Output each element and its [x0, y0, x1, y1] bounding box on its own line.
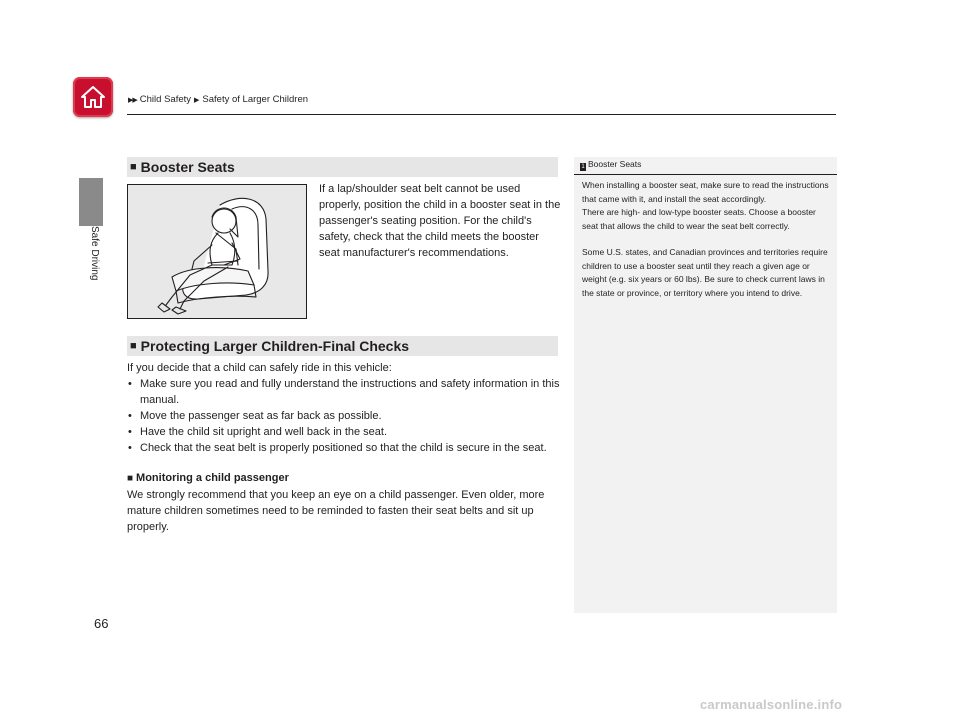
breadcrumb-separator-icon: ▶	[194, 96, 200, 104]
breadcrumb-item-current: Safety of Larger Children	[202, 94, 309, 105]
sidebar-note-body	[574, 175, 837, 300]
list-item: • Have the child sit upright and well back in the seat.	[127, 424, 562, 440]
final-checks-lead: If you decide that a child can safely ride in this vehicle:	[127, 362, 392, 374]
square-bullet-icon: ■	[130, 161, 137, 173]
list-item: • Make sure you read and fully understand the instructions and safety information in this manual.	[127, 376, 562, 408]
monitoring-text: We strongly recommend that you keep an eye on a child passenger. Even older, more mature children sometimes need to be reminded to fasten their seat belts and sit up properly.	[127, 489, 545, 533]
final-checks-list	[127, 376, 562, 456]
breadcrumb	[128, 94, 308, 105]
sidebar-note	[574, 157, 837, 613]
square-bullet-icon: ■	[127, 473, 134, 484]
page-number: 66	[94, 616, 109, 631]
chapter-tab[interactable]	[79, 178, 103, 226]
booster-seat-illustration	[127, 184, 307, 319]
monitoring-heading: ■ Monitoring a child passenger	[127, 472, 289, 484]
section-title: Protecting Larger Children-Final Checks	[140, 338, 410, 354]
breadcrumb-arrow-icon: ▶▶	[128, 96, 137, 104]
booster-seat-intro: If a lap/shoulder seat belt cannot be used properly, position the child in a booster seat in the passenger's seating position. For the child's safety, check that the child meets the booster seat manufacturer's recommendations.	[319, 183, 561, 259]
note-marker-icon: 1	[581, 164, 585, 170]
section-title: Booster Seats	[140, 159, 235, 175]
final-checks-body	[127, 360, 562, 535]
sidebar-note-heading: 1 Booster Seats	[574, 157, 837, 175]
square-bullet-icon: ■	[130, 340, 137, 352]
sidebar-paragraph: Some U.S. states, and Canadian provinces and territories require children to use a booster seat until they reach a given age or weight (e.g. six years or 60 lbs). Be sure to check current laws in the state or province, or territory where you intend to drive.	[582, 247, 828, 298]
section-heading-booster-seats	[127, 157, 558, 177]
watermark: carmanualsonline.info	[700, 697, 843, 712]
list-item: • Move the passenger seat as far back as possible.	[127, 408, 562, 424]
header-divider	[127, 114, 836, 115]
chapter-label: Safe Driving	[89, 226, 100, 281]
list-item: • Check that the seat belt is properly positioned so that the child is secure in the seat.	[127, 440, 562, 456]
breadcrumb-item-child-safety[interactable]: Child Safety	[139, 94, 192, 105]
home-icon	[80, 85, 106, 109]
section-heading-final-checks	[127, 336, 558, 356]
sidebar-paragraph: When installing a booster seat, make sure to read the instructions that came with it, and install the seat accordingly. There are high- and low-type booster seats. Choose a booster seat that allows the child to wear the seat belt correctly.	[582, 180, 829, 231]
home-button[interactable]	[73, 77, 113, 117]
